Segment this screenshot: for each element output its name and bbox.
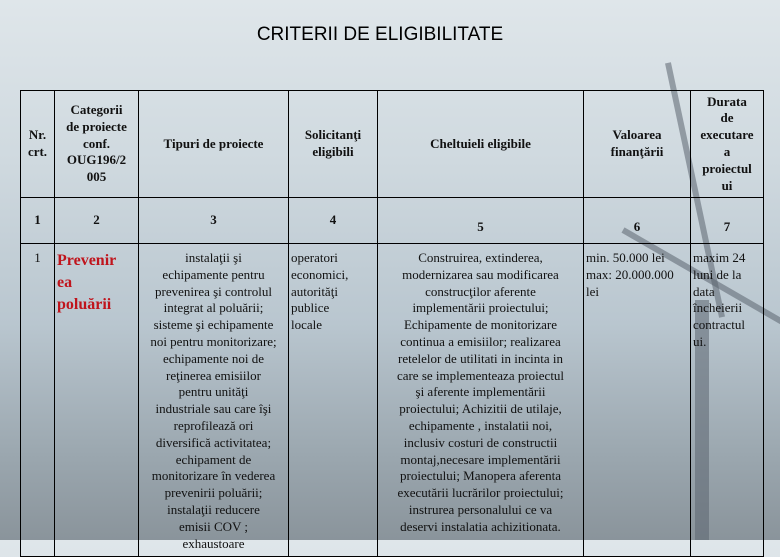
header-funding: Valoarea finanţării — [584, 91, 691, 198]
column-number: 4 — [289, 198, 378, 244]
column-number: 6 — [584, 198, 691, 244]
header-row — [21, 91, 764, 198]
column-number: 5 — [378, 198, 584, 244]
column-number-row — [21, 198, 764, 244]
header-eligible-costs: Cheltuieli eligibile — [378, 91, 584, 198]
row-applicants: operatori economici, autorităţi publice locale — [289, 244, 378, 557]
header-project-types: Tipuri de proiecte — [139, 91, 289, 198]
row-eligible-costs: Construirea, extinderea, modernizarea sau modificarea construcţilor aferente implementării proiectului; Echipamente de monitorizare continua a emisiilor; realizarea retelelor de utilitati in incinta in care se implementeaza proiectul şi aferente implementării proiectului; Achizitii de utilaje, echipamente , instalatii noi, inclusiv costuri de constructii montaj,necesare implementării proiectului; Manopera aferenta executării lucrărilor proiectului; instrurea personalului ce va deservi instalatia achizitionata. — [378, 244, 584, 557]
header-applicants: Solicitanţi eligibili — [289, 91, 378, 198]
column-number: 2 — [55, 198, 139, 244]
column-number: 7 — [691, 198, 764, 244]
column-number: 1 — [21, 198, 55, 244]
row-category: Prevenir ea poluării — [55, 244, 139, 557]
column-number: 3 — [139, 198, 289, 244]
eligibility-table — [20, 90, 764, 557]
header-duration: Durata de executare a proiectul ui — [691, 91, 764, 198]
table-row — [21, 244, 764, 557]
row-funding: min. 50.000 lei max: 20.000.000 lei — [584, 244, 691, 557]
row-project-types: instalaţii şi echipamente pentru prevenirea şi controlul integrat al poluării; sisteme şi echipamente noi pentru monitorizare; echipamente noi de reţinerea emisiilor pentru unităţi industriale sau care îşi reprofilează ori diversifică activitatea; echipament de monitorizare în vederea prevenirii poluării; instalaţii reducere emisii COV ; exhaustoare — [139, 244, 289, 557]
header-category: Categorii de proiecte conf. OUG196/2 005 — [55, 91, 139, 198]
row-duration: maxim 24 luni de la data încheierii contractul ui. — [691, 244, 764, 557]
row-nr: 1 — [21, 244, 55, 557]
page-title: CRITERII DE ELIGIBILITATE — [0, 24, 760, 46]
header-nr: Nr. crt. — [21, 91, 55, 198]
